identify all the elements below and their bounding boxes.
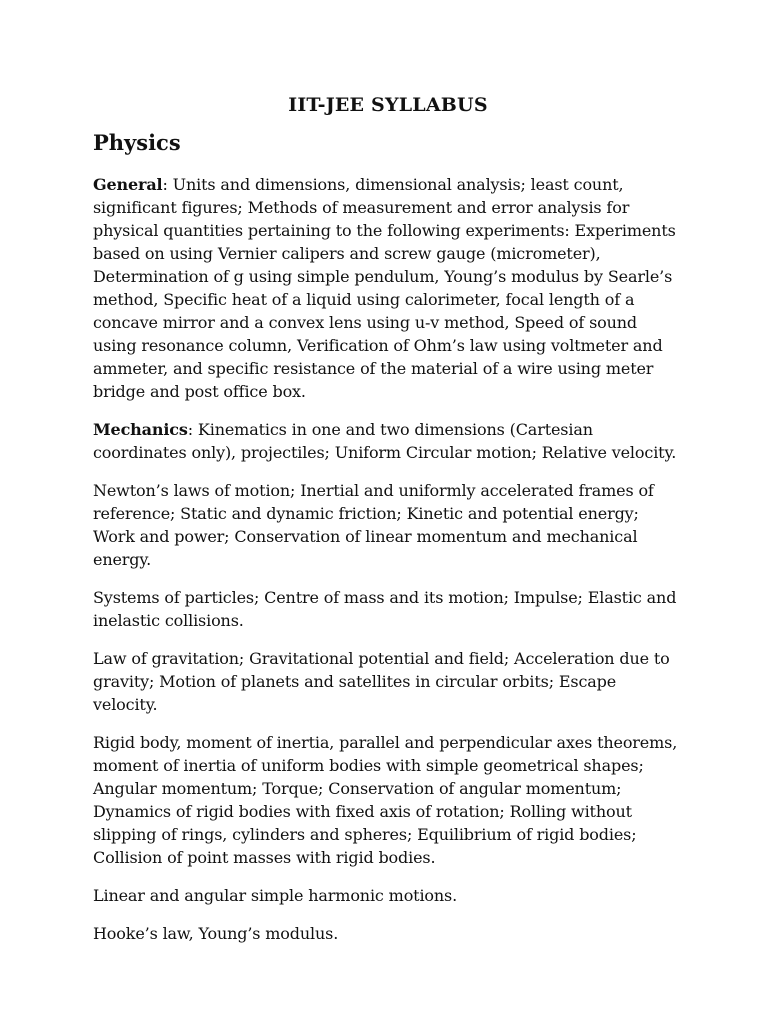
- paragraph-text: Systems of particles; Centre of mass and its motion; Impulse; Elastic and inelastic collisions.: [93, 588, 677, 630]
- paragraph-text: Rigid body, moment of inertia, parallel and perpendicular axes theorems, moment of inertia of uniform bodies with simple geometrical shapes; Angular momentum; Torque; Conservation of angular momentum; Dynamics of rigid bodies with fixed axis of rotation; Rolling without slipping of rings, cylinders and spheres; Equilibrium of rigid bodies; Collision of point masses with rigid bodies.: [93, 733, 678, 867]
- paragraph-lead: General: [93, 175, 163, 194]
- paragraph-newtons-laws: [93, 479, 683, 571]
- paragraph-systems-of-particles: [93, 586, 683, 632]
- paragraph-gravitation: [93, 647, 683, 716]
- paragraph-general: [93, 173, 683, 403]
- paragraph-mechanics: [93, 418, 683, 464]
- paragraph-rigid-body: [93, 731, 683, 869]
- paragraph-text: Law of gravitation; Gravitational potential and field; Acceleration due to gravity; Motion of planets and satellites in circular orbits; Escape velocity.: [93, 649, 670, 714]
- paragraph-text: : Kinematics in one and two dimensions (Cartesian coordinates only), projectiles; Uniform Circular motion; Relative velocity.: [93, 420, 677, 462]
- paragraph-text: Linear and angular simple harmonic motions.: [93, 886, 458, 905]
- paragraph-shm: [93, 884, 683, 907]
- document-page: [93, 94, 683, 960]
- paragraph-text: Newton’s laws of motion; Inertial and uniformly accelerated frames of reference; Static and dynamic friction; Kinetic and potential energy; Work and power; Conservation of linear momentum and mechanical energy.: [93, 481, 654, 569]
- paragraph-text: : Units and dimensions, dimensional analysis; least count, significant figures; Methods of measurement and error analysis for physical quantities pertaining to the following experiments: Experiments based on using Vernier calipers and screw gauge (micrometer), Determination of g using simple pendulum, Young’s modulus by Searle’s method, Specific heat of a liquid using calorimeter, focal length of a concave mirror and a convex lens using u-v method, Speed of sound using resonance column, Verification of Ohm’s law using voltmeter and ammeter, and specific resistance of the material of a wire using meter bridge and post office box.: [93, 175, 676, 401]
- paragraph-text: Hooke’s law, Young’s modulus.: [93, 924, 339, 943]
- paragraph-hookes-law: [93, 922, 683, 945]
- document-title: IIT-JEE SYLLABUS: [288, 94, 488, 116]
- paragraph-lead: Mechanics: [93, 420, 188, 439]
- section-heading-physics: Physics: [93, 130, 181, 155]
